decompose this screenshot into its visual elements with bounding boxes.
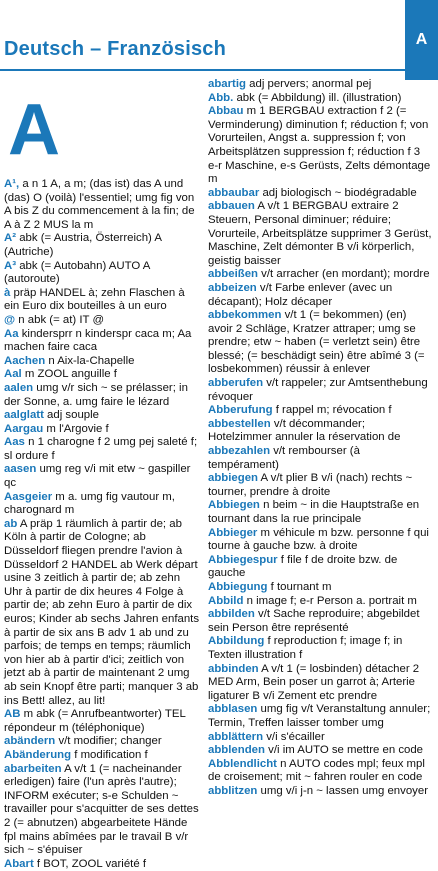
section-letter: A bbox=[8, 90, 60, 170]
dictionary-entry: A¹, a n 1 A, a m; (das ist) das A und (das) O (voilà) l'essentiel; umg fig von A bis Z du commencement à la fin; de A à Z 2 MUS la m bbox=[4, 178, 195, 231]
dictionary-entry: abbekommen v/t 1 (= bekommen) (en) avoir 2 Schläge, Kratzer attraper; umg se prendre; etw ~ haben (= verletzt sein) être blessé; (= beschädigt sein) être abîmé 3 (= losbekommen) réussir à enlever bbox=[208, 309, 425, 376]
dictionary-entry: Abb. abk (= Abbildung) ill. (illustration) bbox=[208, 91, 402, 104]
dictionary-entry: abbauen A v/t 1 BERGBAU extraire 2 Steuern, Personal diminuer; réduire; Vorurteile, Arbeitsplätze supprimer 3 Gerüst, Maschine, Zelt démonter B v/i körperlich, geistig baisser bbox=[208, 200, 432, 267]
dictionary-entry: Abbiegung f tournant m bbox=[208, 580, 332, 593]
dictionary-entry: Abart f BOT, ZOOL variété f bbox=[4, 857, 146, 870]
dictionary-entry: Abbildung f reproduction f; image f; in Texten illustration f bbox=[208, 635, 403, 661]
dictionary-entry: abblitzen umg v/i j-n ~ lassen umg envoyer bbox=[208, 784, 428, 797]
dictionary-entry: abblasen umg fig v/t Veranstaltung annuler; Termin, Treffen laisser tomber umg bbox=[208, 703, 431, 729]
dictionary-entry: Abblendlicht n AUTO codes mpl; feux mpl de croisement; mit ~ fahren rouler en code bbox=[208, 757, 425, 784]
dictionary-entry: A³ abk (= Autobahn) AUTO A (autoroute) bbox=[4, 259, 150, 286]
dictionary-entry: aalen umg v/r sich ~ se prélasser; in der Sonne, a. umg faire le lézard bbox=[4, 381, 188, 408]
dictionary-entry: Aargau m l'Argovie f bbox=[4, 422, 109, 435]
dictionary-entry: abblenden v/i im AUTO se mettre en code bbox=[208, 744, 424, 757]
dictionary-entry: abbiegen A v/t plier B v/i (nach) rechts ~ tourner, prendre à droite bbox=[208, 472, 413, 498]
dictionary-entry: Abbau m 1 BERGBAU extraction f 2 (= Verminderung) diminution f; réduction f; von Vorurteilen, Angst a. suppression f; von Arbeitsplätzen suppression f; réduction f 3 e-r Maschine, e-s Gerüsts, Zelts démontage m bbox=[208, 105, 431, 186]
dictionary-entry: Aal m ZOOL anguille f bbox=[4, 368, 117, 381]
dictionary-entry: abbeißen v/t arracher (en mordant); mordre bbox=[208, 268, 430, 281]
dictionary-entry: Abbild n image f; e-r Person a. portrait m bbox=[208, 594, 417, 607]
letter-tab[interactable]: A bbox=[405, 0, 438, 80]
right-entry-list bbox=[208, 78, 432, 798]
dictionary-entry: ab A präp 1 räumlich à partir de; ab Köln à partir de Cologne; ab Düsseldorf fliegen prendre l'avion à Düsseldorf 2 HANDEL ab Werk départ usine 3 zeitlich à partir de; ab zehn Uhr à partir de dix heures 4 Folge à partir de; ab zehn Euro à partir de dix euros; Kinder ab sechs Jahren enfants à partir de six ans B adv 1 ab und zu parfois; de temps en temps; räumlich von hier ab à partir d'ici; zeitlich von jetzt ab à partir de maintenant 2 umg ab sein Knopf être parti; manquer 3 ab ins Bett! allez, au lit! bbox=[4, 517, 200, 707]
dictionary-entry: abbestellen v/t décommander; Hotelzimmer annuler la réservation de bbox=[208, 417, 401, 444]
right-column bbox=[208, 78, 432, 798]
dictionary-entry: abarbeiten A v/t 1 (= nacheinander erledigen) faire (l'un après l'autre); INFORM exécuter; s-e Schulden ~ travailler pour s'acquitter de ses dettes 2 (= abnutzen) abgearbeitete Hände fpl mains abîmées par le travail B v/r sich ~ s'épuiser bbox=[4, 762, 199, 857]
dictionary-entry: abblättern v/i s'écailler bbox=[208, 730, 325, 743]
dictionary-entry: abbinden A v/t 1 (= losbinden) détacher 2 MED Arm, Bein poser un garrot à; Arterie ligaturer B v/i Zement etc prendre bbox=[208, 662, 420, 702]
dictionary-entry: abartig adj pervers; anormal pej bbox=[208, 78, 372, 90]
page-header bbox=[0, 0, 438, 80]
dictionary-entry: abbaubar adj biologisch ~ biodégradable bbox=[208, 186, 417, 199]
dictionary-entry: @ n abk (= at) IT @ bbox=[4, 313, 105, 326]
dictionary-entry: abbezahlen v/t rembourser (à tempérament) bbox=[208, 445, 360, 471]
page-title: Deutsch – Französisch bbox=[4, 38, 227, 60]
header-rule bbox=[0, 69, 405, 71]
dictionary-entry: abberufen v/t rappeler; zur Amtsenthebung révoquer bbox=[208, 377, 428, 403]
dictionary-entry: Abbieger m véhicule m bzw. personne f qui tourne à gauche bzw. à droite bbox=[208, 526, 429, 553]
dictionary-entry: Abberufung f rappel m; révocation f bbox=[208, 404, 392, 417]
left-entry-list bbox=[4, 178, 200, 871]
dictionary-entry: Aasgeier m a. umg fig vautour m, charognard m bbox=[4, 490, 175, 517]
dictionary-entry: à präp HANDEL à; zehn Flaschen à ein Euro dix bouteilles à un euro bbox=[4, 286, 185, 313]
dictionary-entry: Aa kindersprr n kinderspr caca m; Aa machen faire caca bbox=[4, 327, 192, 354]
left-column bbox=[4, 78, 200, 871]
dictionary-entry: Abänderung f modification f bbox=[4, 748, 148, 761]
dictionary-entry: Abbiegen n beim ~ in die Hauptstraße en tournant dans la rue principale bbox=[208, 499, 420, 525]
dictionary-entry: AB m abk (= Anrufbeantworter) TEL répondeur m (téléphonique) bbox=[4, 708, 186, 734]
dictionary-entry: A² abk (= Austria, Österreich) A (Autriche) bbox=[4, 232, 162, 258]
dictionary-entry: Aas n 1 charogne f 2 umg pej saleté f; sl ordure f bbox=[4, 436, 198, 462]
dictionary-entry: Abbiegespur f file f de droite bzw. de gauche bbox=[208, 553, 398, 580]
dictionary-entry: abändern v/t modifier; changer bbox=[4, 735, 162, 748]
dictionary-entry: aasen umg reg v/i mit etw ~ gaspiller qc bbox=[4, 463, 191, 490]
dictionary-entry: abbeizen v/t Farbe enlever (avec un décapant); Holz décaper bbox=[208, 281, 393, 308]
dictionary-entry: Aachen n Aix-la-Chapelle bbox=[4, 354, 135, 367]
dictionary-entry: aalglatt adj souple bbox=[4, 409, 99, 422]
dictionary-entry: abbilden v/t Sache reproduire; abgebildet sein Person être représenté bbox=[208, 608, 420, 634]
